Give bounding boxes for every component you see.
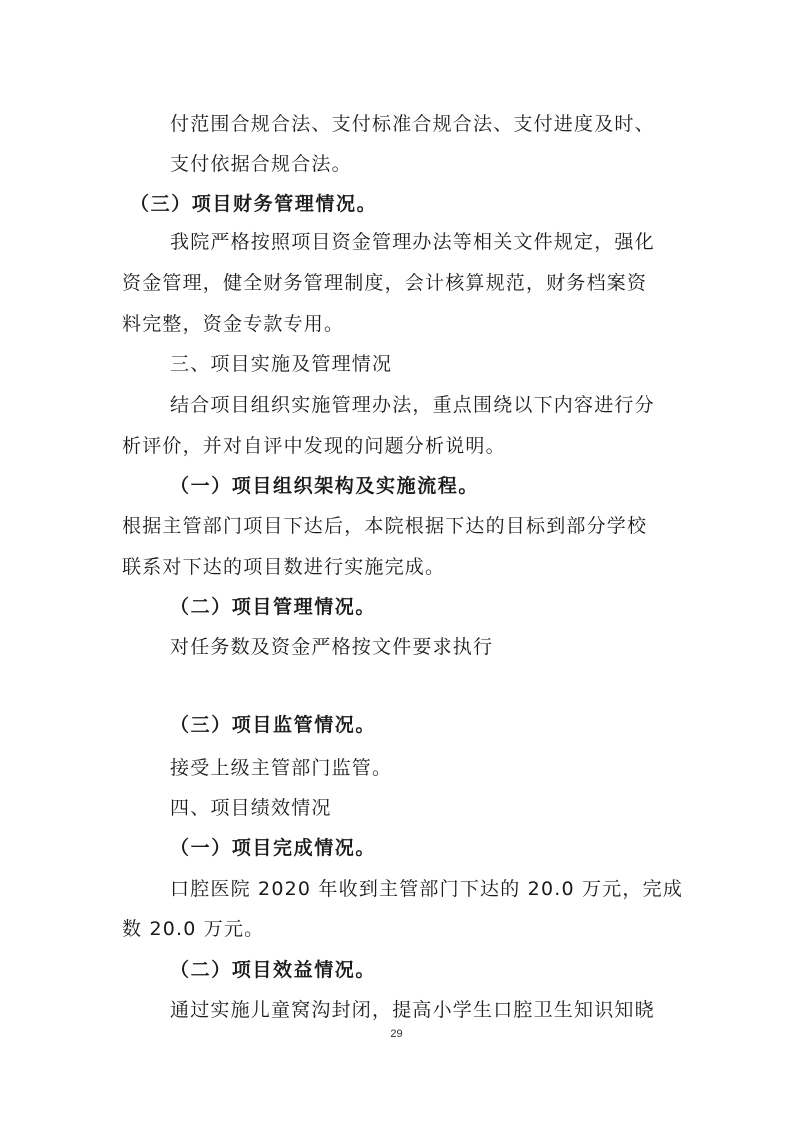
body-text-line: 结合项目组织实施管理办法，重点围绕以下内容进行分 <box>170 394 655 416</box>
section-heading: （一）项目组织架构及实施流程。 <box>170 475 480 497</box>
section-heading: （三）项目监管情况。 <box>170 714 377 736</box>
section-heading: （二）项目效益情况。 <box>170 959 377 981</box>
body-text-line: 料完整，资金专款专用。 <box>122 313 345 335</box>
body-text-line: 析评价，并对自评中发现的问题分析说明。 <box>122 435 506 457</box>
body-text-line: 资金管理，健全财务管理制度，会计核算规范，财务档案资 <box>122 272 648 294</box>
chapter-heading: 三、项目实施及管理情况 <box>170 353 393 375</box>
body-text-line: 对任务数及资金严格按文件要求执行 <box>170 636 494 658</box>
body-text-line: 数 20.0 万元。 <box>122 918 265 940</box>
body-text-line: 我院严格按照项目资金管理办法等相关文件规定，强化 <box>170 231 655 253</box>
chapter-heading: 四、项目绩效情况 <box>170 797 332 819</box>
body-text-line: 联系对下达的项目数进行实施完成。 <box>122 556 446 578</box>
page-number: 29 <box>390 1028 403 1040</box>
section-heading: （三）项目财务管理情况。 <box>130 193 378 215</box>
body-text-line: 接受上级主管部门监管。 <box>170 757 393 779</box>
body-text-line: 根据主管部门项目下达后，本院根据下达的目标到部分学校 <box>122 515 648 537</box>
section-heading: （一）项目完成情况。 <box>170 837 377 859</box>
body-text-line: 支付依据合规合法。 <box>170 153 352 175</box>
body-text-line: 通过实施儿童窝沟封闭，提高小学生口腔卫生知识知晓 <box>170 999 655 1021</box>
section-heading: （二）项目管理情况。 <box>170 596 377 618</box>
body-text-line: 付范围合规合法、支付标准合规合法、支付进度及时、 <box>170 113 655 135</box>
body-text-line: 口腔医院 2020 年收到主管部门下达的 20.0 万元，完成 <box>170 878 684 900</box>
